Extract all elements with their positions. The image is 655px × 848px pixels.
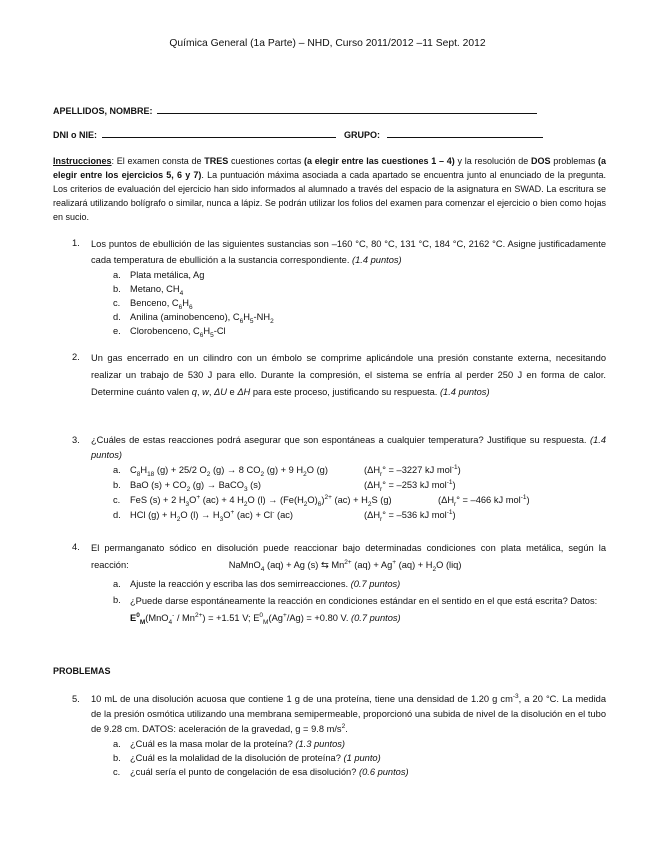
list-item: b. ¿Cuál es la molalidad de la disolución de proteína? (1 punto): [113, 753, 381, 763]
enthalpy-value: ($\Delta H_r^\circ = -253$ kJ mol$^{-1}$): [364, 478, 456, 493]
reaction-equation: BaO $(s) + CO_2$ (g) → BaCO$_3$ (s): [130, 480, 261, 493]
problems-heading: PROBLEMAS: [53, 666, 111, 676]
dni-label: DNI o NIE:: [53, 130, 97, 140]
question-number: 2.: [72, 352, 80, 362]
list-item: c. Benceno, $C_6H_6$: [113, 298, 193, 311]
list-item: d. Anilina (aminobenceno), $C_6H_5-NH_2$: [113, 312, 274, 325]
question-points: (1.4 puntos): [91, 435, 606, 460]
question-text: Un gas encerrado en un cilindro con un émbolo se comprime aplicándole una presión constante externa, necesitando realizar un trabajo de 530 J para ello. Durante la compresión, el sistema se enfría al perder 250 J en forma de calor. Determine cuánto valen q, w, ΔU e ΔH para este proceso, justificando su respuesta. (1.4 puntos): [91, 353, 606, 397]
list-item: a. Ajuste la reacción y escriba las dos semirreacciones. (0.7 puntos): [113, 579, 401, 589]
question-1: [53, 236, 606, 338]
reaction-equation: $C_8H_{18}$ (g) + 25/2 $O_2$ (g) → 8 $CO_2$ (g) + 9 $H_2O$ (g): [130, 465, 328, 478]
name-label: APELLIDOS, NOMBRE:: [53, 106, 153, 116]
list-item: b. Metano, $CH_4$: [113, 284, 184, 297]
reaction-row: b. BaO $(s) + CO_2$ (g) → BaCO$_3$ (s) ($\Delta H_r^\circ = -253$ kJ mol$^{-1}$): [113, 478, 456, 493]
name-blank[interactable]: [157, 104, 537, 114]
reaction-equation: FeS (s) + 2 $H_3O^+$ (ac) + 4 $H_2O$ $(l) \to (Fe(H_2O)_6)^{2+}$ $(ac) + H_2S$ (g): [130, 493, 392, 508]
reaction-equation: HCl $(g) + H_2O$ $(l) \to H_3O^+$ (ac) + Cl- (ac): [130, 508, 294, 523]
list-item: e. Clorobenceno, $C_6H_5-Cl$: [113, 326, 226, 339]
reaction-equation: NaMnO$_4$ (aq) + Ag (s) ⇆ $Mn^{2+}$ (aq) + Ag+ $(aq) + H_2O$ (liq): [228, 558, 462, 573]
question-text: Los puntos de ebullición de las siguientes sustancias son –160 °C, 80 °C, 131 °C, 184 °C, 2162 °C. Asigne justificadamente cada temperatura de ebullición a la sustancia correspondiente. (1.4 puntos): [91, 239, 606, 265]
dni-blank[interactable]: [102, 128, 336, 138]
instructions: Instrucciones: El examen consta de TRES cuestiones cortas (a elegir entre las cuestiones 1 – 4) y la resolución de DOS problemas (a elegir entre los ejercicios 5, 6 y 7). La puntuación máxima asociada a cada apartado se encuentra junto al enunciado de la pregunta. Los criterios de evaluación del ejercicio han sido informados al alumnado a través del espacio de la asignatura en SWAD. La escritura se realizará utilizando bolígrafo o similar, nunca a lápiz. Se podrán utilizar los folios del examen para comenzar el ejercicio o bien como hojas en sucio.: [53, 156, 607, 222]
question-2: [53, 350, 606, 401]
question-points: (1.4 puntos): [352, 255, 402, 265]
question-4: [53, 540, 606, 625]
page-header: Química General (1a Parte) – NHD, Curso 2011/2012 –11 Sept. 2012: [169, 38, 486, 49]
question-1-items: [113, 268, 606, 338]
reaction-row: c. FeS (s) + 2 $H_3O^+$ (ac) + 4 $H_2O$ $(l) \to (Fe(H_2O)_6)^{2+}$ $(ac) + H_2S$ (g) ($\Delta H_r^\circ = -466$ kJ mol$^{-1}$): [113, 493, 530, 508]
question-text: El permanganato sódico en disolución puede reaccionar bajo determinadas condiciones con plata metálica, según la reacción: NaMnO$_4$ (aq) + Ag (s) ⇆ $Mn^{2+}$ (aq) + Ag+ $(aq) + H_2O$ (liq): [91, 543, 606, 573]
question-number: 5.: [72, 694, 80, 704]
question-points: (1.4 puntos): [439, 387, 490, 397]
question-text: 10 mL de una disolución acuosa que contiene 1 g de una proteína, tiene una densidad de 1.20 g $cm^{-3}$, a 20 °C. La medida de la presión osmótica utilizando una membrana semipermeable, proporcionó una subida de nivel de la disolución en el tubo de 9.28 cm. DATOS: aceleración de la gravedad, g = 9.8 $m/s^2$.: [91, 692, 606, 734]
question-3: [53, 433, 606, 523]
question-number: 1.: [72, 238, 80, 248]
list-item: a. ¿Cuál es la masa molar de la proteína? (1.3 puntos): [113, 739, 345, 749]
instructions-lead: Instrucciones: [53, 156, 112, 166]
list-item: a. Plata metálica, Ag: [113, 270, 205, 280]
enthalpy-value: ($\Delta H_r^\circ = -3227$ kJ mol$^{-1}$): [364, 463, 461, 478]
question-4-items: [113, 577, 606, 625]
list-item: b. ¿Puede darse espontáneamente la reacción en condiciones estándar en el sentido en el que está escrita? Datos: $E^0_M(MnO_4^- / Mn^{2+}) = +1.51$ V; $E^0_M(Ag^+/Ag) = +0.80$ V. (0.7 puntos): [113, 595, 598, 626]
question-text: ¿Cuáles de estas reacciones podrá asegurar que son espontáneas a cualquier temperatura? Justifique su respuesta. (1.4 puntos): [91, 435, 606, 460]
enthalpy-value: ($\Delta H_r^\circ = -536$ kJ mol$^{-1}$): [364, 508, 456, 523]
list-item: c. ¿cuál sería el punto de congelación de esa disolución? (0.6 puntos): [113, 767, 409, 777]
question-3-reactions: [113, 463, 606, 523]
enthalpy-value: ($\Delta H_r^\circ = -466$ kJ mol$^{-1}$): [438, 493, 530, 508]
name-row: [53, 104, 537, 118]
group-label: GRUPO:: [344, 130, 381, 140]
question-number: 3.: [72, 435, 80, 445]
reaction-row: d. HCl $(g) + H_2O$ $(l) \to H_3O^+$ (ac) + Cl- (ac) ($\Delta H_r^\circ = -536$ kJ mol$^{-1}$): [113, 508, 456, 523]
group-blank[interactable]: [387, 128, 543, 138]
question-5-items: [113, 737, 606, 779]
dni-row: [53, 128, 543, 142]
question-number: 4.: [72, 542, 80, 552]
reaction-row: a. $C_8H_{18}$ (g) + 25/2 $O_2$ (g) → 8 $CO_2$ (g) + 9 $H_2O$ (g) ($\Delta H_r^\circ = -3227$ kJ mol$^{-1}$): [113, 463, 461, 478]
question-5: [53, 692, 606, 779]
